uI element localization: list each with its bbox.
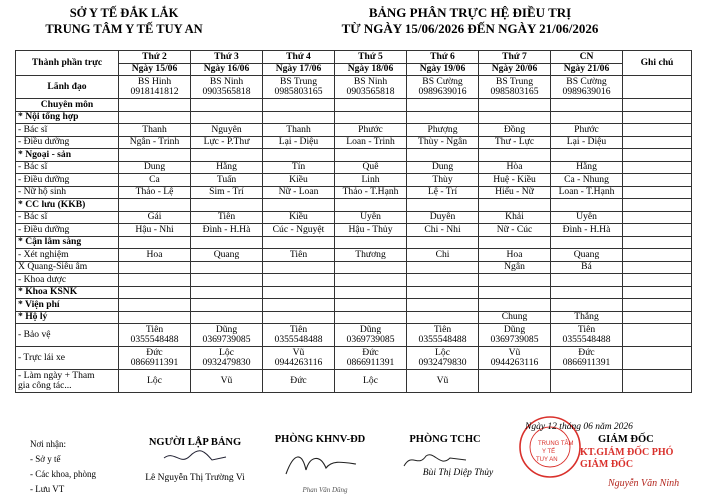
table-cell: Quê xyxy=(335,161,407,174)
notes-cell xyxy=(623,149,692,162)
table-cell xyxy=(263,99,335,112)
table-cell: Đức 0866911391 xyxy=(335,347,407,370)
row-label: * CC lưu (KKB) xyxy=(16,199,119,212)
table-cell: Lộc 0932479830 xyxy=(191,347,263,370)
table-row xyxy=(16,324,692,347)
recipient-item: - Các khoa, phòng xyxy=(30,469,96,479)
table-cell xyxy=(263,111,335,124)
table-row xyxy=(16,261,692,274)
row-label: Chuyên môn xyxy=(16,99,119,112)
header-cell-day: Thứ 2 xyxy=(119,51,191,64)
table-cell: Khải xyxy=(479,211,551,224)
table-cell: Ca - Nhung xyxy=(551,174,623,187)
row-label: - Điều dưỡng xyxy=(16,174,119,187)
table-cell xyxy=(551,99,623,112)
row-label: - Bác sĩ xyxy=(16,211,119,224)
table-row xyxy=(16,347,692,370)
header-cell-date: Ngày 17/06 xyxy=(263,63,335,76)
table-cell: Đức 0866911391 xyxy=(119,347,191,370)
table-cell xyxy=(407,286,479,299)
table-cell: Đức 0866911391 xyxy=(551,347,623,370)
table-cell: Tiên 0355548488 xyxy=(119,324,191,347)
row-label: - Khoa dược xyxy=(16,274,119,287)
notes-cell xyxy=(623,224,692,237)
table-cell: Kiều xyxy=(263,174,335,187)
table-cell xyxy=(407,236,479,249)
notes-cell xyxy=(623,261,692,274)
table-header-row xyxy=(16,51,692,64)
table-cell xyxy=(263,236,335,249)
table-cell: BS Trung 0985803165 xyxy=(263,76,335,99)
table-cell xyxy=(119,311,191,324)
table-row xyxy=(16,236,692,249)
duty-roster-table xyxy=(15,50,692,393)
table-row xyxy=(16,186,692,199)
table-cell: BS Cường 0989639016 xyxy=(551,76,623,99)
table-cell: Vũ xyxy=(407,370,479,393)
table-cell xyxy=(479,236,551,249)
table-cell xyxy=(479,299,551,312)
table-cell xyxy=(335,274,407,287)
table-cell xyxy=(335,286,407,299)
notes-cell xyxy=(623,286,692,299)
table-cell: Hòa xyxy=(479,161,551,174)
table-cell xyxy=(119,199,191,212)
table-cell xyxy=(119,286,191,299)
table-cell xyxy=(191,274,263,287)
table-cell: Duyên xyxy=(407,211,479,224)
notes-cell xyxy=(623,370,692,393)
notes-cell xyxy=(623,199,692,212)
table-cell xyxy=(335,236,407,249)
tchc-name: Bùi Thị Diệp Thủy xyxy=(422,468,494,478)
row-label: - Bảo vệ xyxy=(16,324,119,347)
table-cell: Thanh xyxy=(263,124,335,137)
notes-cell xyxy=(623,324,692,347)
table-cell: Huệ - Kiều xyxy=(479,174,551,187)
table-cell xyxy=(263,286,335,299)
table-cell xyxy=(119,236,191,249)
table-cell xyxy=(551,286,623,299)
header-cell-day: Thứ 4 xyxy=(263,51,335,64)
table-cell xyxy=(479,370,551,393)
row-label: - Điều dưỡng xyxy=(16,136,119,149)
preparer-name: Lê Nguyễn Thị Trường Vi xyxy=(145,473,245,483)
table-cell xyxy=(119,299,191,312)
notes-cell xyxy=(623,236,692,249)
table-cell: Lộc 0932479830 xyxy=(407,347,479,370)
table-cell: Ngân - Trinh xyxy=(119,136,191,149)
table-cell xyxy=(119,111,191,124)
table-row xyxy=(16,199,692,212)
table-cell: Uyên xyxy=(335,211,407,224)
table-cell xyxy=(191,199,263,212)
table-cell: BS Cường 0989639016 xyxy=(407,76,479,99)
table-cell: Bá xyxy=(551,261,623,274)
director-title: GIÁM ĐỐC xyxy=(598,434,654,445)
table-row xyxy=(16,124,692,137)
table-cell: Lại - Diệu xyxy=(263,136,335,149)
table-cell: Lại - Diệu xyxy=(551,136,623,149)
table-cell xyxy=(407,274,479,287)
table-cell: Chung xyxy=(479,311,551,324)
table-cell: Đức xyxy=(263,370,335,393)
table-cell: BS Ninh 0903565818 xyxy=(191,76,263,99)
table-cell: Thảo - Lệ xyxy=(119,186,191,199)
table-row xyxy=(16,99,692,112)
table-cell xyxy=(551,236,623,249)
table-cell: Kiều xyxy=(263,211,335,224)
table-cell: Hậu - Nhi xyxy=(119,224,191,237)
khnv-title: PHÒNG KHNV-ĐD xyxy=(274,434,366,445)
table-cell: Ca xyxy=(119,174,191,187)
table-cell: Tiên 0355548488 xyxy=(551,324,623,347)
table-cell: Đồng xyxy=(479,124,551,137)
org-name-line1: SỞ Y TẾ ĐẮK LẮK xyxy=(69,6,179,20)
table-cell xyxy=(407,99,479,112)
table-cell xyxy=(191,99,263,112)
table-cell xyxy=(407,149,479,162)
notes-cell xyxy=(623,186,692,199)
table-row xyxy=(16,299,692,312)
table-cell xyxy=(263,274,335,287)
table-cell xyxy=(335,111,407,124)
tchc-title: PHÒNG TCHC xyxy=(409,434,481,445)
table-cell: Dũng 0369739085 xyxy=(191,324,263,347)
table-cell xyxy=(551,149,623,162)
table-cell: Thư - Lực xyxy=(479,136,551,149)
row-label: X Quang-Siêu âm xyxy=(16,261,119,274)
table-cell xyxy=(407,261,479,274)
table-cell: Tiên 0355548488 xyxy=(407,324,479,347)
table-cell: Hằng xyxy=(551,161,623,174)
table-cell: Đình - H.Hà xyxy=(191,224,263,237)
header-cell-day: CN xyxy=(551,51,623,64)
org-name-line2: TRUNG TÂM Y TẾ TUY AN xyxy=(45,22,203,36)
table-cell: Hằng xyxy=(191,161,263,174)
table-cell: Loan - Trinh xyxy=(335,136,407,149)
table-cell xyxy=(263,261,335,274)
table-cell xyxy=(551,274,623,287)
notes-cell xyxy=(623,299,692,312)
table-cell: BS Trung 0985803165 xyxy=(479,76,551,99)
table-cell: Tiên xyxy=(191,211,263,224)
table-row xyxy=(16,111,692,124)
table-cell: Quang xyxy=(191,249,263,262)
director-name: Nguyễn Văn Ninh xyxy=(608,478,680,489)
table-cell: Quang xyxy=(551,249,623,262)
header-cell-notes: Ghi chú xyxy=(623,51,692,76)
preparer-title: NGƯỜI LẬP BẢNG xyxy=(148,437,242,448)
table-cell xyxy=(263,311,335,324)
table-row xyxy=(16,224,692,237)
row-label: - Trực lái xe xyxy=(16,347,119,370)
table-cell xyxy=(119,274,191,287)
table-cell xyxy=(119,261,191,274)
document-title: BẢNG PHÂN TRỰC HỆ ĐIỀU TRỊ xyxy=(368,5,572,20)
table-row xyxy=(16,311,692,324)
table-cell xyxy=(191,111,263,124)
table-cell: Linh xyxy=(335,174,407,187)
header-cell-day: Thứ 5 xyxy=(335,51,407,64)
table-cell: Đình - H.Hà xyxy=(551,224,623,237)
table-cell xyxy=(551,111,623,124)
table-cell: Lộc xyxy=(119,370,191,393)
table-cell xyxy=(335,311,407,324)
table-cell: Uyên xyxy=(551,211,623,224)
table-cell xyxy=(335,299,407,312)
signing-date: Ngày 12 tháng 06 năm 2026 xyxy=(525,422,633,432)
table-cell: Vũ 0944263116 xyxy=(479,347,551,370)
header-cell-date: Ngày 19/06 xyxy=(407,63,479,76)
table-row xyxy=(16,174,692,187)
notes-cell xyxy=(623,274,692,287)
table-cell: Phước xyxy=(551,124,623,137)
table-cell xyxy=(191,149,263,162)
row-label: * Hộ lý xyxy=(16,311,119,324)
table-cell: Gái xyxy=(119,211,191,224)
header-cell-date: Ngày 20/06 xyxy=(479,63,551,76)
row-label: - Bác sĩ xyxy=(16,124,119,137)
svg-text:TUY AN: TUY AN xyxy=(536,457,558,463)
table-cell xyxy=(479,286,551,299)
table-cell: Thảo - T.Hạnh xyxy=(335,186,407,199)
notes-cell xyxy=(623,99,692,112)
row-label: * Khoa KSNK xyxy=(16,286,119,299)
table-cell: Nguyên xyxy=(191,124,263,137)
notes-cell xyxy=(623,347,692,370)
khnv-signature xyxy=(280,446,360,482)
table-cell xyxy=(479,99,551,112)
document-subtitle: TỪ NGÀY 15/06/2026 ĐẾN NGÀY 21/06/2026 xyxy=(341,21,599,36)
row-label: Lãnh đạo xyxy=(16,76,119,99)
table-cell xyxy=(119,99,191,112)
table-cell: Hoa xyxy=(119,249,191,262)
row-label: * Nội tổng hợp xyxy=(16,111,119,124)
header-cell-day: Thứ 7 xyxy=(479,51,551,64)
svg-text:Y TẾ: Y TẾ xyxy=(542,449,556,455)
table-cell xyxy=(191,286,263,299)
table-cell xyxy=(191,236,263,249)
table-cell: Lệ - Trí xyxy=(407,186,479,199)
table-cell: Cúc - Nguyệt xyxy=(263,224,335,237)
table-cell xyxy=(407,299,479,312)
stamp-director-text: KT.GIÁM ĐỐC PHÓ GIÁM ĐỐC xyxy=(580,447,674,470)
row-label: * Ngoại - sản xyxy=(16,149,119,162)
table-cell: Vũ xyxy=(191,370,263,393)
table-cell: Dũng 0369739085 xyxy=(335,324,407,347)
header-cell-day: Thứ 3 xyxy=(191,51,263,64)
table-row xyxy=(16,249,692,262)
header-cell-date: Ngày 18/06 xyxy=(335,63,407,76)
table-cell xyxy=(263,299,335,312)
table-cell: Hoa xyxy=(479,249,551,262)
notes-cell xyxy=(623,174,692,187)
table-cell: Thương xyxy=(335,249,407,262)
table-cell xyxy=(191,299,263,312)
header-cell-date: Ngày 16/06 xyxy=(191,63,263,76)
row-label: * Cận lâm sàng xyxy=(16,236,119,249)
table-cell: Tín xyxy=(263,161,335,174)
table-cell xyxy=(551,199,623,212)
table-cell: Tiên xyxy=(263,249,335,262)
table-cell: Hậu - Thủy xyxy=(335,224,407,237)
table-row xyxy=(16,211,692,224)
notes-cell xyxy=(623,311,692,324)
row-label: - Điều dưỡng xyxy=(16,224,119,237)
table-cell xyxy=(407,311,479,324)
svg-text:TRUNG TÂM: TRUNG TÂM xyxy=(538,441,574,447)
row-label: * Viện phí xyxy=(16,299,119,312)
table-cell: Phượng xyxy=(407,124,479,137)
notes-cell xyxy=(623,124,692,137)
recipient-item: - Lưu VT xyxy=(30,484,65,494)
notes-cell xyxy=(623,161,692,174)
recipients-title: Nơi nhận: xyxy=(30,439,67,449)
table-row xyxy=(16,136,692,149)
notes-cell xyxy=(623,249,692,262)
row-label: - Nữ hộ sinh xyxy=(16,186,119,199)
table-cell xyxy=(335,99,407,112)
table-row xyxy=(16,274,692,287)
table-cell: Tiên 0355548488 xyxy=(263,324,335,347)
table-cell: Loan - T.Hạnh xyxy=(551,186,623,199)
table-cell xyxy=(479,199,551,212)
row-label: - Làm ngày + Tham gia công tác... xyxy=(16,370,119,393)
table-cell xyxy=(191,311,263,324)
notes-cell xyxy=(623,211,692,224)
table-cell xyxy=(119,149,191,162)
header-cell-date: Ngày 21/06 xyxy=(551,63,623,76)
table-cell xyxy=(335,261,407,274)
notes-cell xyxy=(623,136,692,149)
table-cell: Nữ - Cúc xyxy=(479,224,551,237)
khnv-name: Phan Văn Dũng xyxy=(302,486,348,494)
table-cell: Dũng 0369739085 xyxy=(479,324,551,347)
table-cell: Thắng xyxy=(551,311,623,324)
preparer-signature xyxy=(160,448,230,468)
table-row xyxy=(16,286,692,299)
table-cell xyxy=(407,111,479,124)
table-cell: Thùy - Ngân xyxy=(407,136,479,149)
notes-cell xyxy=(623,111,692,124)
table-cell: Lộc xyxy=(335,370,407,393)
table-cell: Sim - Trí xyxy=(191,186,263,199)
table-cell xyxy=(551,299,623,312)
table-cell: Ngân xyxy=(479,261,551,274)
table-cell: Chi xyxy=(407,249,479,262)
table-cell xyxy=(479,274,551,287)
table-cell: Nữ - Loan xyxy=(263,186,335,199)
table-cell xyxy=(551,370,623,393)
recipients-block xyxy=(30,437,96,497)
table-row xyxy=(16,161,692,174)
table-row xyxy=(16,149,692,162)
table-cell: BS Ninh 0903565818 xyxy=(335,76,407,99)
header-cell-date: Ngày 15/06 xyxy=(119,63,191,76)
header-cell-role: Thành phần trực xyxy=(16,51,119,76)
table-cell xyxy=(407,199,479,212)
table-cell: Chi - Nhi xyxy=(407,224,479,237)
table-cell: BS Hinh 0918141812 xyxy=(119,76,191,99)
table-cell xyxy=(263,149,335,162)
header-cell-day: Thứ 6 xyxy=(407,51,479,64)
row-label: - Xét nghiệm xyxy=(16,249,119,262)
table-cell xyxy=(479,111,551,124)
table-cell: Phước xyxy=(335,124,407,137)
table-cell: Tuấn xyxy=(191,174,263,187)
table-row xyxy=(16,370,692,393)
table-cell xyxy=(191,261,263,274)
table-cell: Hiếu - Nữ xyxy=(479,186,551,199)
recipient-item: - Sở y tế xyxy=(30,454,61,464)
table-row xyxy=(16,76,692,99)
table-cell: Dung xyxy=(119,161,191,174)
table-cell xyxy=(335,149,407,162)
table-cell: Thùy xyxy=(407,174,479,187)
table-cell: Thanh xyxy=(119,124,191,137)
table-cell xyxy=(335,199,407,212)
table-cell: Dung xyxy=(407,161,479,174)
table-cell xyxy=(263,199,335,212)
table-cell: Lực - P.Thư xyxy=(191,136,263,149)
row-label: - Bác sĩ xyxy=(16,161,119,174)
notes-cell xyxy=(623,76,692,99)
table-cell xyxy=(479,149,551,162)
table-cell: Vũ 0944263116 xyxy=(263,347,335,370)
